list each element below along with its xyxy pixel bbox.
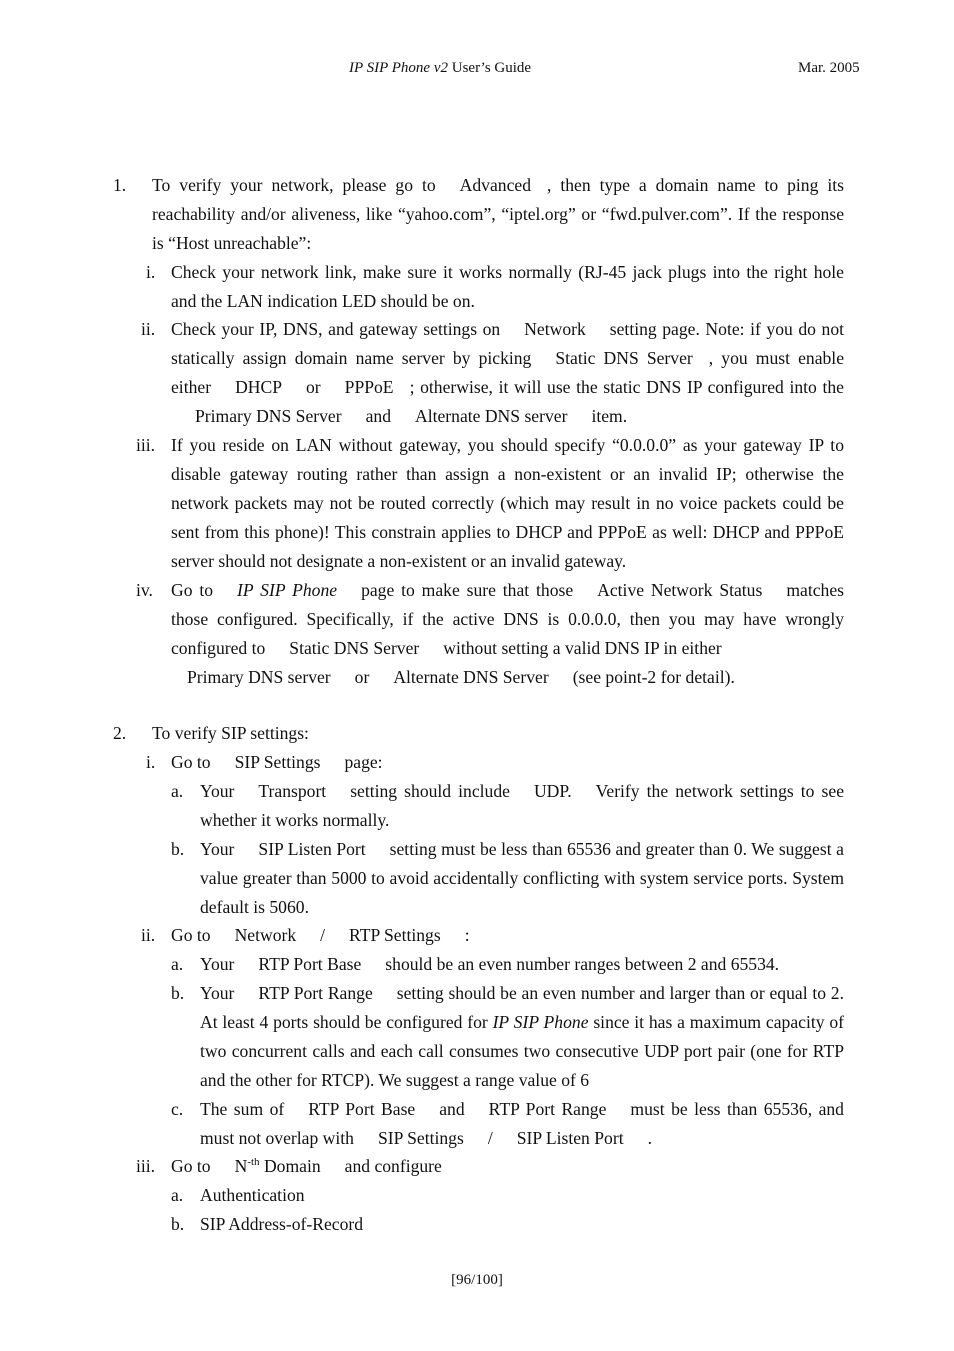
ii-t4: or [306, 377, 321, 397]
ui-dhcp: DHCP [235, 377, 282, 397]
s2iia-mark: a. [171, 954, 184, 974]
s2iib-text [200, 979, 844, 1095]
item-iv-text [171, 576, 844, 692]
iv-t5: or [354, 667, 370, 687]
header-title [349, 58, 531, 78]
nth-sup: -th [247, 1156, 260, 1169]
ui-rtp-settings: RTP Settings [349, 925, 441, 945]
s2ib-t1: Your [200, 839, 235, 859]
ii-t6: and [365, 406, 391, 426]
s2-ii-text [171, 921, 844, 950]
nth-rest: Domain [259, 1156, 321, 1176]
ui-udp: UDP. [533, 781, 572, 801]
ui-static-dns-server: Static DNS Server [555, 348, 693, 368]
item-iii-mark: iii. [136, 435, 156, 455]
ui-pppoe: PPPoE [344, 377, 394, 397]
s2i-t2: page: [344, 752, 383, 772]
s2iia-text [200, 950, 844, 979]
ii-t5: ; otherwise, it will use the static DNS IP configured into the [409, 377, 844, 397]
s2iiib-text: SIP Address-of-Record [200, 1214, 364, 1234]
s2-i-text [171, 748, 844, 777]
s2iic-t4: . [647, 1128, 652, 1148]
ii-t1: Check your IP, DNS, and gateway settings on [171, 319, 501, 339]
s2iiia-mark: a. [171, 1185, 184, 1205]
s2ib-text [200, 835, 844, 922]
ui-rtp-port-range-2: RTP Port Range [488, 1099, 607, 1119]
s2iii-t1: Go to [171, 1156, 211, 1176]
item-ii-mark: ii. [141, 319, 156, 339]
item-iii-text: If you reside on LAN without gateway, you should specify “0.0.0.0” as your gateway IP to disable gateway routing rather than assign a non-existent or an invalid IP; otherwise the network packets may not be routed correctly (which may result in no voice packets could be sent from this phone)! This constrain applies to DHCP and PPPoE as well: DHCP and PPPoE server should not designate a non-existent or an invalid gateway. [171, 435, 844, 571]
ii-t2: setting page. Note: if you do not statically assign domain name server by picking [171, 319, 844, 368]
ui-alternate-dns-server-2: Alternate DNS Server [393, 667, 549, 687]
ui-transport: Transport [258, 781, 327, 801]
s2-iii-mark: iii. [136, 1156, 156, 1176]
s2ia-t2: setting should include [350, 781, 510, 801]
s2ia-t1: Your [200, 781, 235, 801]
iv-t3: matches those configured. Specifically, if the active DNS is 0.0.0.0, then you may have wrongly configured to [171, 580, 844, 658]
s2ii-sep: / [320, 925, 326, 945]
s2ib-t2: setting must be less than 65536 and greater than 0. We suggest a value greater than 5000 to avoid accidentally conflicting with system service ports. System default is 5060. [200, 839, 844, 917]
s2-iii-text [171, 1152, 844, 1181]
ui-rtp-port-range: RTP Port Range [258, 983, 373, 1003]
s2iia-t2: should be an even number ranges between 2 and 65534. [385, 954, 780, 974]
ui-network: Network [524, 319, 586, 339]
s2-i-mark: i. [146, 752, 156, 772]
item-i-mark: i. [146, 262, 156, 282]
section-2-number: 2. [113, 723, 127, 743]
iv-t2: page to make sure that those [361, 580, 574, 600]
ii-t3: , you must enable either [171, 348, 844, 397]
ui-rtp-port-base: RTP Port Base [258, 954, 362, 974]
ii-t7: item. [591, 406, 628, 426]
s2iib-t3: since it has a maximum capacity of two concurrent calls and each call consumes two consecutive UDP port pair (one for RTP and the other for RTCP). We suggest a range value of 6 [200, 1012, 844, 1090]
s2iiib-mark: b. [171, 1214, 185, 1234]
ui-sip-listen-port-2: SIP Listen Port [516, 1128, 624, 1148]
s2iic-sep: / [487, 1128, 493, 1148]
header-title-rest: User’s Guide [448, 60, 532, 76]
s2iib-mark: b. [171, 983, 185, 1003]
section-2-text: To verify SIP settings: [152, 723, 309, 743]
nth-base: N [234, 1156, 248, 1176]
ui-primary-dns-server: Primary DNS Server [195, 406, 342, 426]
ui-primary-dns-server-2: Primary DNS server [187, 667, 331, 687]
s2iib-product: IP SIP Phone [492, 1012, 589, 1032]
ui-sip-settings: SIP Settings [234, 752, 321, 772]
ui-sip-settings-2: SIP Settings [377, 1128, 464, 1148]
s2ib-mark: b. [171, 839, 185, 859]
section-1-number: 1. [113, 175, 127, 195]
s2ia-mark: a. [171, 781, 184, 801]
s2i-t1: Go to [171, 752, 211, 772]
s2iic-text [200, 1095, 844, 1153]
header-title-product: IP SIP Phone v2 [349, 60, 449, 76]
item-ii-text [171, 315, 844, 431]
s2iic-mark: c. [171, 1099, 184, 1119]
ui-alternate-dns-server: Alternate DNS server [415, 406, 568, 426]
s2iii-t2: and configure [344, 1156, 442, 1176]
ui-advanced: Advanced [459, 175, 531, 195]
iv-t6: (see point-2 for detail). [572, 667, 735, 687]
iv-t1: Go to [171, 580, 214, 600]
ui-rtp-port-base-2: RTP Port Base [308, 1099, 416, 1119]
s2iic-t1: The sum of [200, 1099, 285, 1119]
ui-network-2: Network [234, 925, 297, 945]
ui-ip-sip-phone: IP SIP Phone [237, 580, 338, 600]
s2iiia-text: Authentication [200, 1185, 305, 1205]
iv-t4: without setting a valid DNS IP in either [443, 638, 722, 658]
s2iic-t3: must be less than 65536, and must not overlap with [200, 1099, 844, 1148]
s2iib-t2: setting should be an even number and larger than or equal to 2. At least 4 ports should be configured for [200, 983, 844, 1032]
item-iv-mark: iv. [136, 580, 153, 600]
s2ia-text [200, 777, 844, 835]
header-date: Mar. 2005 [798, 60, 860, 76]
s2ia-t3: Verify the network settings to see whether it works normally. [200, 781, 845, 830]
s2ii-t2: : [464, 925, 470, 945]
ui-sip-listen-port: SIP Listen Port [258, 839, 366, 859]
section-1-text [152, 171, 844, 258]
s2ii-t1: Go to [171, 925, 211, 945]
page-number: [96/100] [451, 1272, 503, 1288]
item-i-text: Check your network link, make sure it works normally (RJ-45 jack plugs into the right hole and the LAN indication LED should be on. [171, 262, 844, 311]
s2iib-t1: Your [200, 983, 235, 1003]
s1-text-a: To verify your network, please go to [152, 175, 436, 195]
s2iia-t1: Your [200, 954, 235, 974]
ui-active-network-status: Active Network Status [597, 580, 763, 600]
ui-nth-domain [235, 1156, 321, 1176]
s1-text-b: , then type a domain name to ping its reachability and/or aliveness, like “yahoo.com”, “iptel.org” or “fwd.pulver.com”. If the response is “Host unreachable”: [152, 175, 844, 253]
s2-ii-mark: ii. [141, 925, 156, 945]
s2iic-t2: and [439, 1099, 465, 1119]
ui-static-dns-server-2: Static DNS Server [289, 638, 420, 658]
